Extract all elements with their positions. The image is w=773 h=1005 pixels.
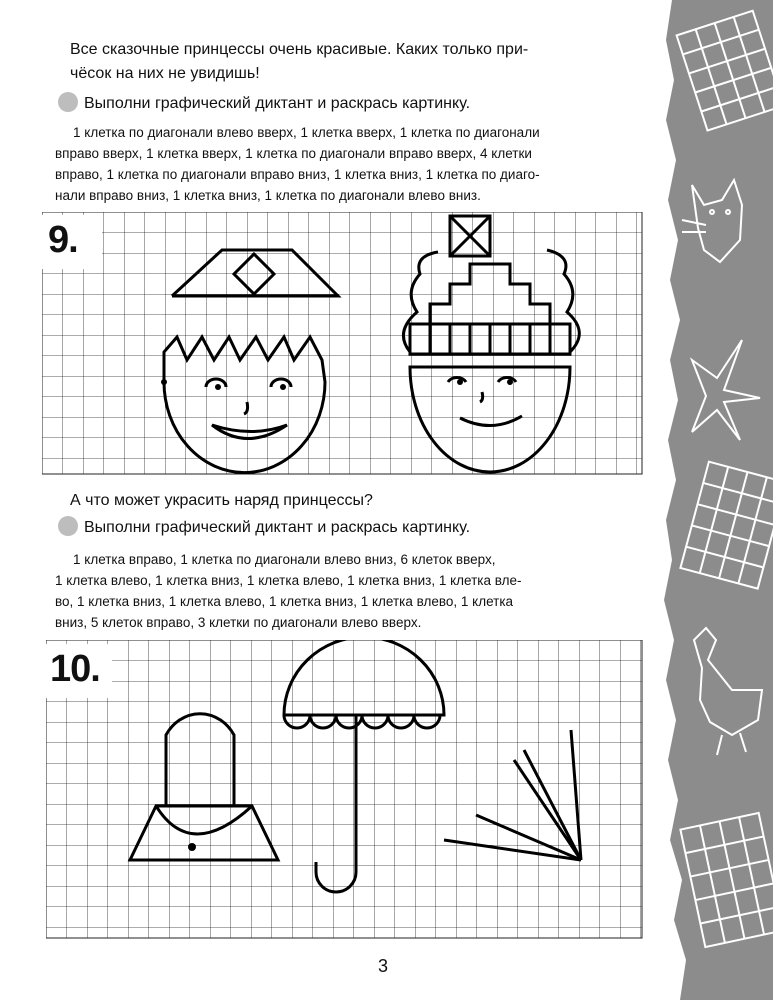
intro-text-1	[70, 38, 650, 86]
bullet-icon	[58, 92, 78, 112]
dictation-1-line: вправо вверх, 1 клетка вверх, 1 клетка по диагонали вправо вверх, 4 клетки	[55, 146, 532, 161]
dictation-2-line: 1 клетка вправо, 1 клетка по диагонали влево вниз, 6 клеток вверх,	[73, 552, 496, 567]
intro-text-1-line2: чёсок на них не увидишь!	[70, 65, 260, 82]
exercise-10-grid	[46, 640, 652, 945]
exercise-9-grid	[42, 212, 652, 482]
dictation-1	[55, 122, 643, 206]
dictation-2	[55, 549, 643, 633]
page-number: 3	[378, 956, 389, 976]
dictation-2-line: 1 клетка влево, 1 клетка вниз, 1 клетка влево, 1 клетка вниз, 1 клетка вле-	[55, 573, 522, 588]
bullet-icon	[58, 516, 78, 536]
intro-text-1-line1: Все сказочные принцессы очень красивые. Каких только при-	[70, 41, 529, 58]
dictation-2-line: во, 1 клетка вниз, 1 клетка влево, 1 клетка вниз, 1 клетка влево, 1 клетка	[55, 594, 514, 609]
dictation-1-line: нали вправо вниз, 1 клетка вниз, 1 клетка по диагонали влево вниз.	[55, 188, 481, 203]
task-instruction-1	[58, 92, 470, 115]
task-instruction-2-text: Выполни графический диктант и раскрась картинку.	[84, 519, 471, 536]
task-instruction-2	[58, 516, 470, 539]
dictation-2-line: вниз, 5 клеток вправо, 3 клетки по диагонали влево вверх.	[55, 615, 422, 630]
intro-text-2: А что может украсить наряд принцессы?	[70, 492, 373, 509]
dictation-1-line: вправо, 1 клетка по диагонали вправо вниз, 1 клетка вниз, 1 клетка по диаго-	[55, 167, 540, 182]
decorative-sidebar	[662, 0, 773, 1000]
exercise-10-number: 10.	[42, 644, 112, 698]
task-instruction-1-text: Выполни графический диктант и раскрась картинку.	[84, 95, 471, 112]
dictation-1-line: 1 клетка по диагонали влево вверх, 1 клетка вверх, 1 клетка по диагонали	[73, 125, 540, 140]
exercise-9-number: 9.	[40, 215, 102, 269]
